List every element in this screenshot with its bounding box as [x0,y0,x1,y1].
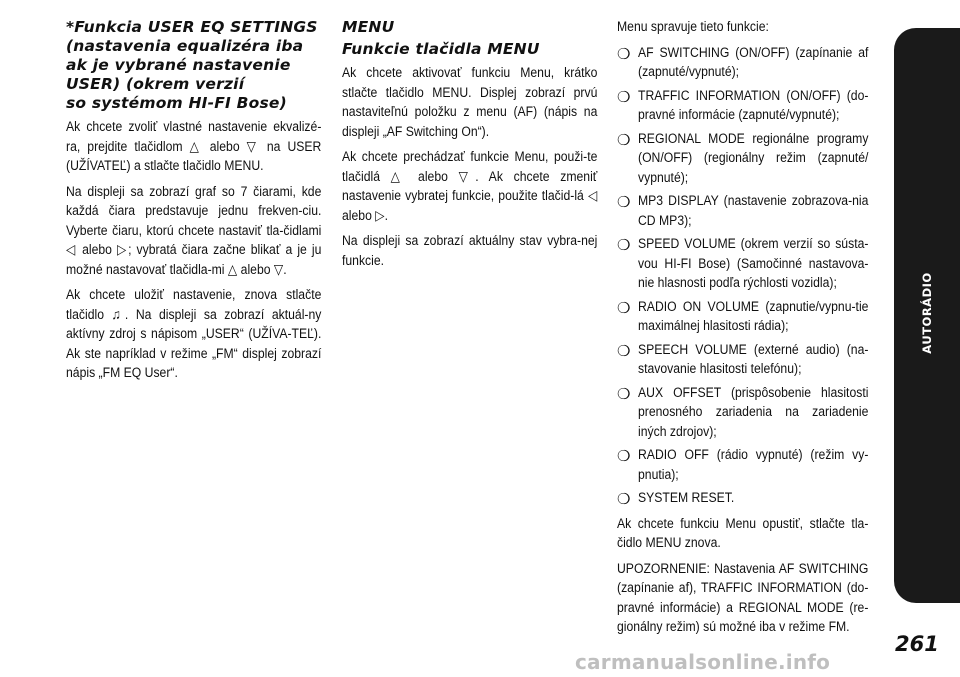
paragraph: Ak chcete uložiť nastavenie, znova stlačte tlačidlo ♫. Na displeji sa zobrazí aktuál-ny aktívny zdroj s nápisom „USER“ (UŽÍVA-TEĽ). Ak ste napríklad v režime „FM“ displej zobrazí nápis „FM EQ User“. [66,287,322,381]
bullet-icon: ❍ [617,491,631,508]
section-heading-user-eq [66,18,322,113]
page-number: 261 [895,632,939,656]
column-middle [342,18,598,277]
chapter-side-tab [894,28,960,603]
heading-line: *Funkcia USER EQ SETTINGS [66,18,318,36]
list-item [617,489,869,509]
list-item-text: RADIO OFF (rádio vypnuté) (režim vy-pnutia); [638,447,869,483]
heading-line: so systémom HI-FI Bose) [66,94,287,112]
watermark: carmanualsonline.info [575,650,831,674]
heading-line: (nastavenia equalizéra iba [66,37,304,55]
list-item [617,384,869,443]
list-intro: Menu spravuje tieto funkcie: [617,19,769,35]
list-item-text: SYSTEM RESET. [638,490,735,506]
list-item-text: SPEECH VOLUME (externé audio) (na-stavovanie hlasitosti telefónu); [638,341,869,377]
bullet-icon: ❍ [617,88,631,106]
list-item [617,235,869,294]
bullet-icon: ❍ [617,45,631,63]
list-item [617,341,869,380]
paragraph: Ak chcete prechádzať funkcie Menu, použi-te tlačidlá △ alebo ▽. Ak chcete zmeniť nastavenie vybratej funkcie, použite tlačid-lá ◁ alebo ▷. [342,149,598,224]
paragraph: Na displeji sa zobrazí graf so 7 čiarami, kde každá čiara predstavuje jednu frekven-ciu. Vyberte čiaru, ktorú chcete nastaviť tla-čidlami ◁ alebo ▷; vybratá čiara začne blikať a je ju možné nastavovať tlačidla-mi △ alebo ▽. [66,183,322,278]
heading-line: USER) (okrem verzií [66,75,245,93]
paragraph: UPOZORNENIE: Nastavenia AF SWITCHING (zapínanie af), TRAFFIC INFORMATION (do-pravné informácie) a REGIONAL MODE (re-gionálny režim) sú možné iba v režime FM. [617,560,869,635]
list-item [617,44,869,83]
list-item [617,87,869,126]
paragraph: Ak chcete zvoliť vlastné nastavenie ekvalizé-ra, prejdite tlačidlom △ alebo ▽ na USER (UŽÍVATEĽ) a stlačte tlačidlo MENU. [66,119,322,174]
list-item-text: REGIONAL MODE regionálne programy (ON/OFF) (regionálny režim (zapnuté/ vypnuté); [638,130,869,186]
bullet-icon: ❍ [617,448,631,465]
list-item-text: RADIO ON VOLUME (zapnutie/vypnu-tie maximálnej hlasitosti rádia); [638,298,869,334]
list-item-text: TRAFFIC INFORMATION (ON/OFF) (do-pravné informácie (zapnuté/vypnuté); [638,87,869,123]
list-item [617,446,869,485]
bullet-icon: ❍ [617,385,631,403]
paragraph: Ak chcete funkciu Menu opustiť, stlačte tla-čidlo MENU znova. [617,515,869,551]
subheading-menu-functions: Funkcie tlačidla MENU [342,40,540,58]
column-left [66,18,322,390]
paragraph: Na displeji sa zobrazí aktuálny stav vybra-nej funkcie. [342,233,598,269]
list-item-text: AF SWITCHING (ON/OFF) (zapínanie af (zapnuté/vypnuté); [638,44,869,80]
bullet-icon: ❍ [617,299,631,317]
bullet-icon: ❍ [617,194,631,211]
bullet-icon: ❍ [617,131,631,149]
heading-line: ak je vybrané nastavenie [66,56,291,74]
function-list [617,44,869,509]
chapter-label: AUTORÁDIO [920,272,934,354]
section-heading-menu: MENU [342,18,395,36]
list-item [617,192,869,231]
list-item-text: MP3 DISPLAY (nastavenie zobrazova-nia CD MP3); [638,193,869,229]
list-item-text: AUX OFFSET (prispôsobenie hlasitosti prenosného zariadenia na zariadenie iných zdrojov); [638,384,869,440]
column-right [617,18,869,644]
list-item [617,298,869,337]
bullet-icon: ❍ [617,342,631,360]
list-item-text: SPEED VOLUME (okrem verzií so sústa-vou HI-FI Bose) (Samočinné nastavova-nie hlasnosti podľa rýchlosti vozidla); [638,236,869,291]
list-item [617,130,869,189]
paragraph: Ak chcete aktivovať funkciu Menu, krátko stlačte tlačidlo MENU. Displej zobrazí prvú nastaviteľnú položku z menu (AF) (nápis na displeji „AF Switching On“). [342,65,598,140]
bullet-icon: ❍ [617,237,631,254]
